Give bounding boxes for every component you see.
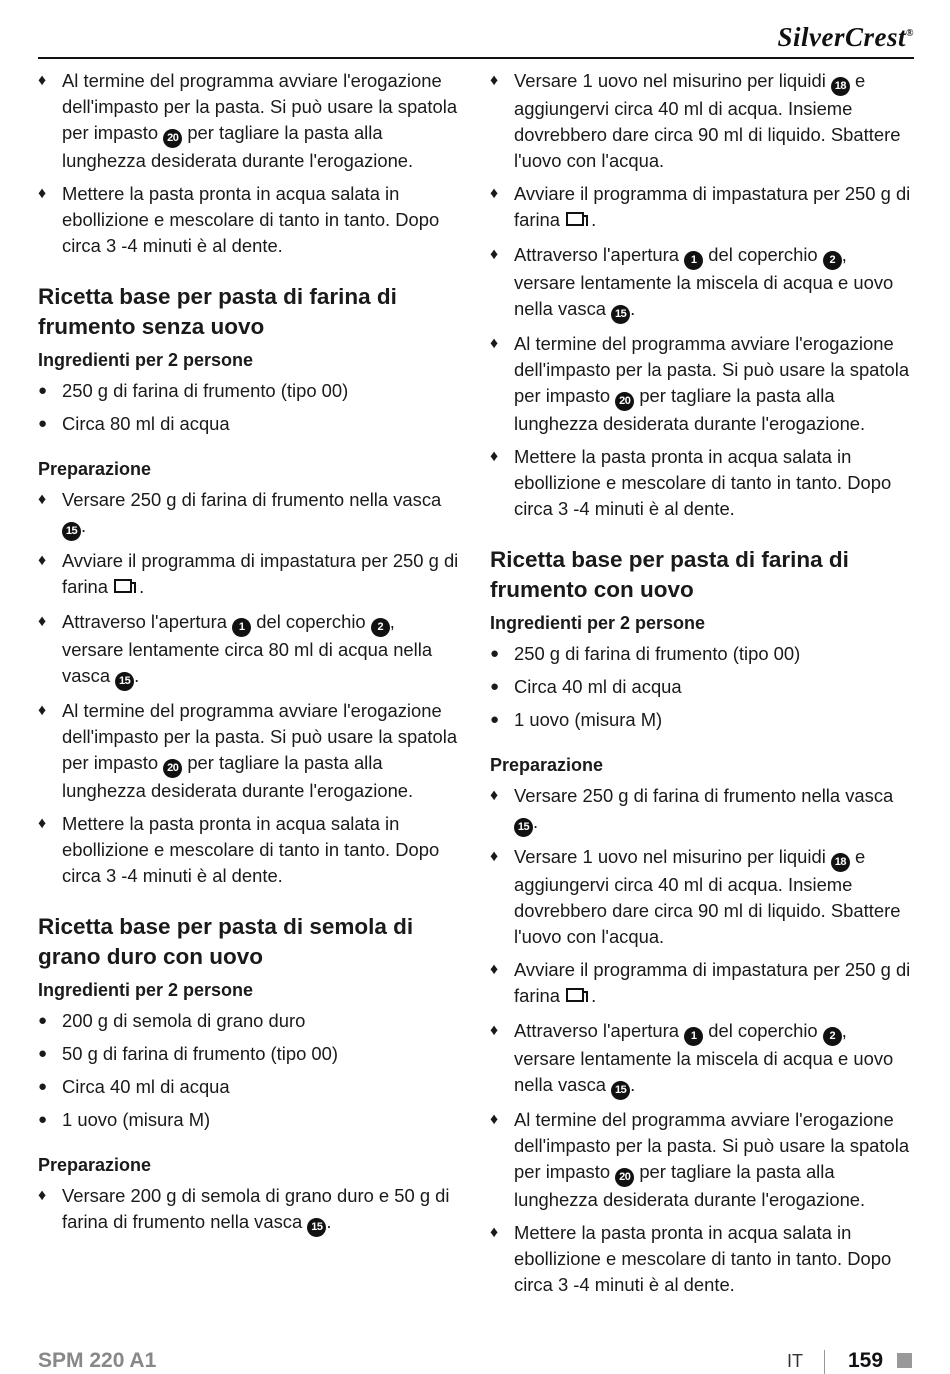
- step-text-part: per tagliare la pasta alla lunghezza desiderata durante l'erogazione.: [62, 122, 414, 171]
- bullet-dot-icon: ●: [490, 711, 500, 728]
- reference-number-1: 1: [684, 251, 703, 270]
- brand-logo: [778, 22, 915, 53]
- diamond-bullet-icon: ♦: [490, 448, 499, 465]
- diamond-bullet-icon: ♦: [490, 1022, 499, 1039]
- footer-language: IT: [787, 1351, 803, 1371]
- preparation-steps: [490, 783, 912, 1298]
- preparation-heading: Preparazione: [38, 459, 152, 479]
- ingredient-text: 250 g di farina di frumento (tipo 00): [514, 643, 801, 664]
- step-text-part: , versare lentamente la miscela di acqua e uovo nella vasca: [514, 1020, 894, 1095]
- step-text-part: Attraverso l'apertura: [514, 1020, 685, 1041]
- ingredient-item: [38, 1008, 460, 1034]
- bullet-dot-icon: ●: [38, 415, 48, 432]
- step-text: [62, 183, 439, 256]
- step-item: [490, 783, 912, 837]
- diamond-bullet-icon: ♦: [490, 787, 499, 804]
- step-text-part: e aggiungervi circa 40 ml di acqua. Insieme dovrebbero dare circa 90 ml di liquido. Sbattere l'uovo con l'acqua.: [514, 846, 901, 947]
- diamond-bullet-icon: ♦: [38, 552, 47, 569]
- reference-number-15: 15: [307, 1218, 326, 1237]
- preparation-steps: [38, 487, 460, 889]
- step-text: [62, 550, 458, 597]
- step-item: [490, 844, 912, 950]
- ingredient-text: 50 g di farina di frumento (tipo 00): [62, 1043, 339, 1064]
- reference-number-20: 20: [163, 129, 182, 148]
- header-rule: [38, 57, 914, 59]
- step-item: [490, 957, 912, 1011]
- step-item: [490, 1107, 912, 1213]
- step-text-part: Avviare il programma di impastatura per 250 g di farina: [514, 959, 911, 1006]
- reference-number-20: 20: [615, 1168, 634, 1187]
- step-text-part: Mettere la pasta pronta in acqua salata in ebollizione e mescolare di tanto in tanto. Dopo circa 3 -4 minuti è al dente.: [62, 183, 440, 256]
- kneading-program-icon: [113, 576, 139, 602]
- step-text-part: Al termine del programma avviare l'erogazione dell'impasto per la pasta. Si può usare la spatola per impasto: [514, 333, 910, 406]
- step-text-part: Al termine del programma avviare l'erogazione dell'impasto per la pasta. Si può usare la spatola per impasto: [62, 70, 458, 143]
- step-text-part: Versare 200 g di semola di grano duro e 50 g di farina di frumento nella vasca: [62, 1185, 450, 1232]
- right-column: [490, 68, 912, 1305]
- bullet-dot-icon: ●: [38, 1111, 48, 1128]
- step-item: [38, 609, 460, 691]
- reference-number-20: 20: [615, 392, 634, 411]
- step-text-part: Al termine del programma avviare l'erogazione dell'impasto per la pasta. Si può usare la spatola per impasto: [62, 700, 458, 773]
- step-text-part: , versare lentamente la miscela di acqua e uovo nella vasca: [514, 244, 894, 319]
- diamond-bullet-icon: ♦: [38, 72, 47, 89]
- ingredients-heading: Ingredienti per 2 persone: [38, 350, 254, 370]
- footer-model: SPM 220 A1: [38, 1349, 157, 1372]
- step-text-part: Versare 250 g di farina di frumento nella vasca: [514, 785, 894, 806]
- recipe-title: Ricetta base per pasta di farina di frumento con uovo: [490, 547, 849, 602]
- step-item: [490, 242, 912, 324]
- registered-mark: ®: [906, 28, 914, 39]
- step-text: [514, 70, 900, 171]
- bullet-dot-icon: ●: [490, 678, 500, 695]
- diamond-bullet-icon: ♦: [490, 961, 499, 978]
- ingredient-text: 1 uovo (misura M): [514, 709, 663, 730]
- step-text-part: , versare lentamente circa 80 ml di acqua nella vasca: [62, 611, 433, 686]
- step-text-part: del coperchio: [251, 611, 371, 632]
- step-text-part: Al termine del programma avviare l'erogazione dell'impasto per la pasta. Si può usare la spatola per impasto: [514, 1109, 910, 1182]
- step-text-part: .: [533, 811, 539, 832]
- step-item: [490, 1018, 912, 1100]
- reference-number-18: 18: [831, 77, 850, 96]
- reference-number-18: 18: [831, 853, 850, 872]
- step-item: [38, 68, 460, 174]
- left-column: [38, 68, 460, 1244]
- reference-number-1: 1: [232, 618, 251, 637]
- diamond-bullet-icon: ♦: [490, 185, 499, 202]
- diamond-bullet-icon: ♦: [38, 702, 47, 719]
- ingredient-item: [490, 707, 912, 733]
- kneading-program-icon: [565, 209, 591, 235]
- diamond-bullet-icon: ♦: [490, 246, 499, 263]
- recipe-title: Ricetta base per pasta di farina di frumento senza uovo: [38, 284, 397, 339]
- step-text: [514, 1222, 891, 1295]
- step-text: [514, 959, 910, 1006]
- recipe-title: Ricetta base per pasta di semola di grano duro con uovo: [38, 914, 414, 969]
- reference-number-15: 15: [62, 522, 81, 541]
- step-text-part: per tagliare la pasta alla lunghezza desiderata durante l'erogazione.: [514, 385, 866, 434]
- step-text-part: Mettere la pasta pronta in acqua salata in ebollizione e mescolare di tanto in tanto. Dopo circa 3 -4 minuti è al dente.: [514, 446, 892, 519]
- ingredients-heading: Ingredienti per 2 persone: [38, 980, 254, 1000]
- step-text-part: .: [630, 298, 636, 319]
- ingredient-text: 200 g di semola di grano duro: [62, 1010, 306, 1031]
- diamond-bullet-icon: ♦: [490, 335, 499, 352]
- preparation-heading: Preparazione: [38, 1155, 152, 1175]
- continued-steps: [38, 68, 460, 259]
- ingredient-item: [38, 1041, 460, 1067]
- ingredient-item: [490, 674, 912, 700]
- step-text: [62, 489, 441, 536]
- ingredient-text: Circa 40 ml di acqua: [514, 676, 682, 697]
- step-text: [514, 1109, 909, 1210]
- diamond-bullet-icon: ♦: [490, 1224, 499, 1241]
- step-item: [38, 181, 460, 259]
- step-text: [62, 700, 457, 801]
- reference-number-2: 2: [823, 251, 842, 270]
- reference-number-15: 15: [611, 305, 630, 324]
- reference-number-2: 2: [371, 618, 390, 637]
- reference-number-15: 15: [514, 818, 533, 837]
- step-text-part: .: [81, 515, 87, 536]
- step-text-part: Mettere la pasta pronta in acqua salata in ebollizione e mescolare di tanto in tanto. Dopo circa 3 -4 minuti è al dente.: [62, 813, 440, 886]
- bullet-dot-icon: ●: [38, 382, 48, 399]
- diamond-bullet-icon: ♦: [38, 491, 47, 508]
- page-number: 159: [848, 1349, 884, 1372]
- ingredient-item: [38, 411, 460, 437]
- step-item: [490, 444, 912, 522]
- step-text-part: Mettere la pasta pronta in acqua salata in ebollizione e mescolare di tanto in tanto. Dopo circa 3 -4 minuti è al dente.: [514, 1222, 892, 1295]
- step-text: [62, 70, 457, 171]
- diamond-bullet-icon: ♦: [38, 1187, 47, 1204]
- step-item: [38, 487, 460, 541]
- step-text: [514, 1020, 893, 1095]
- reference-number-2: 2: [823, 1027, 842, 1046]
- step-item: [38, 811, 460, 889]
- step-text-part: per tagliare la pasta alla lunghezza desiderata durante l'erogazione.: [514, 1161, 866, 1210]
- ingredients-heading: Ingredienti per 2 persone: [490, 613, 706, 633]
- continued-steps: [490, 68, 912, 522]
- step-text-part: Attraverso l'apertura: [514, 244, 685, 265]
- step-text-part: del coperchio: [703, 244, 823, 265]
- ingredients-list: [490, 641, 912, 733]
- preparation-heading: Preparazione: [490, 755, 604, 775]
- diamond-bullet-icon: ♦: [490, 848, 499, 865]
- step-text: [514, 244, 893, 319]
- ingredient-item: [490, 641, 912, 667]
- footer-square-icon: [897, 1353, 912, 1368]
- step-text: [514, 846, 900, 947]
- reference-number-1: 1: [684, 1027, 703, 1046]
- bullet-dot-icon: ●: [38, 1045, 48, 1062]
- step-text-part: Avviare il programma di impastatura per 250 g di farina: [62, 550, 459, 597]
- bullet-dot-icon: ●: [490, 645, 500, 662]
- ingredient-item: [38, 378, 460, 404]
- step-text-part: Versare 1 uovo nel misurino per liquidi: [514, 846, 831, 867]
- step-text: [514, 446, 891, 519]
- bullet-dot-icon: ●: [38, 1012, 48, 1029]
- ingredient-text: 1 uovo (misura M): [62, 1109, 211, 1130]
- ingredient-text: Circa 40 ml di acqua: [62, 1076, 230, 1097]
- step-text-part: Avviare il programma di impastatura per 250 g di farina: [514, 183, 911, 230]
- step-text-part: .: [326, 1211, 332, 1232]
- diamond-bullet-icon: ♦: [490, 1111, 499, 1128]
- step-text-part: .: [591, 985, 597, 1006]
- step-text-part: Versare 250 g di farina di frumento nella vasca: [62, 489, 442, 510]
- step-text-part: del coperchio: [703, 1020, 823, 1041]
- ingredients-list: [38, 1008, 460, 1133]
- step-item: [490, 1220, 912, 1298]
- step-item: [38, 1183, 460, 1237]
- step-text: [62, 813, 439, 886]
- reference-number-15: 15: [611, 1081, 630, 1100]
- step-text-part: Attraverso l'apertura: [62, 611, 233, 632]
- diamond-bullet-icon: ♦: [38, 815, 47, 832]
- footer-separator: [824, 1350, 825, 1374]
- step-text-part: .: [591, 209, 597, 230]
- diamond-bullet-icon: ♦: [38, 185, 47, 202]
- step-item: [38, 548, 460, 602]
- step-item: [38, 698, 460, 804]
- reference-number-20: 20: [163, 759, 182, 778]
- step-text-part: .: [134, 665, 140, 686]
- step-text: [514, 785, 893, 832]
- step-text-part: e aggiungervi circa 40 ml di acqua. Insieme dovrebbero dare circa 90 ml di liquido. Sbattere l'uovo con l'acqua.: [514, 70, 901, 171]
- diamond-bullet-icon: ♦: [490, 72, 499, 89]
- step-item: [490, 68, 912, 174]
- step-text-part: Versare 1 uovo nel misurino per liquidi: [514, 70, 831, 91]
- diamond-bullet-icon: ♦: [38, 613, 47, 630]
- kneading-program-icon: [565, 985, 591, 1011]
- step-text: [62, 611, 432, 686]
- ingredients-list: [38, 378, 460, 437]
- ingredient-text: Circa 80 ml di acqua: [62, 413, 230, 434]
- step-text: [514, 333, 909, 434]
- step-text-part: per tagliare la pasta alla lunghezza desiderata durante l'erogazione.: [62, 752, 414, 801]
- bullet-dot-icon: ●: [38, 1078, 48, 1095]
- brand-logo-text: SilverCrest: [777, 22, 907, 52]
- step-text-part: .: [630, 1074, 636, 1095]
- preparation-steps: [38, 1183, 460, 1237]
- step-item: [490, 331, 912, 437]
- step-text: [62, 1185, 449, 1232]
- step-item: [490, 181, 912, 235]
- reference-number-15: 15: [115, 672, 134, 691]
- ingredient-item: [38, 1074, 460, 1100]
- step-text: [514, 183, 910, 230]
- ingredient-item: [38, 1107, 460, 1133]
- ingredient-text: 250 g di farina di frumento (tipo 00): [62, 380, 349, 401]
- step-text-part: .: [139, 576, 145, 597]
